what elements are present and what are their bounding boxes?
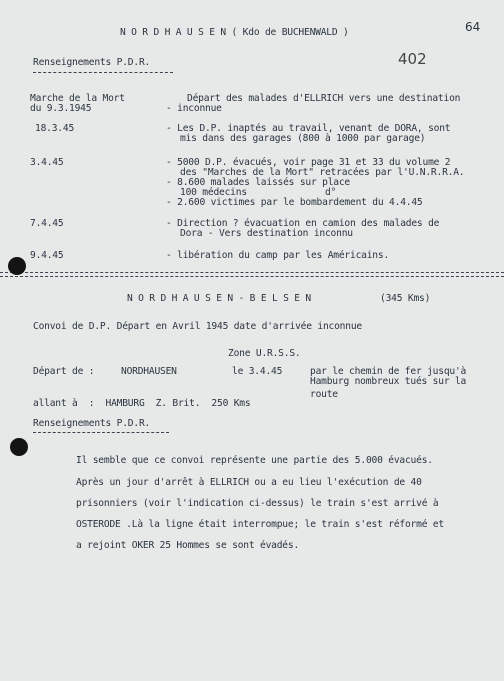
- row2-line5: - 2.600 victimes par le bombardement du 4.4.45: [166, 197, 423, 208]
- route-title: N O R D H A U S E N - B E L S E N: [127, 293, 312, 304]
- row2-line1: - 5000 D.P. évacués, voir page 31 et 33 du volume 2: [166, 157, 451, 168]
- heading-underline: [33, 432, 169, 433]
- departure-place: NORDHAUSEN: [121, 366, 177, 377]
- stamp-number: 402: [398, 50, 427, 68]
- route-note-line1: par le chemin de fer jusqu'à: [310, 366, 467, 377]
- row3-line1: - Direction ? évacuation en camion des malades de: [166, 218, 440, 229]
- paragraph-line5: a rejoint OKER 25 Hommes se sont évadés.: [76, 540, 300, 551]
- row1-date: 18.3.45: [35, 123, 75, 134]
- row2-line4: 100 médecins d°: [180, 187, 337, 198]
- paragraph-line1: Il semble que ce convoi représente une partie des 5.000 évacués.: [76, 455, 433, 466]
- row2-line3: - 8.600 malades laissés sur place: [166, 177, 351, 188]
- binder-hole: [10, 438, 28, 456]
- row3-date: 7.4.45: [30, 218, 64, 229]
- col-event-heading-line2: - inconnue: [166, 103, 222, 114]
- departure-date: le 3.4.45: [232, 366, 283, 377]
- row2-line2: des "Marches de la Mort" retracées par l'U.N.R.R.A.: [180, 167, 465, 178]
- route-note-line2: Hamburg nombreux tués sur la: [310, 376, 467, 387]
- row4-line1: - libération du camp par les Américains.: [166, 250, 390, 261]
- row1-line2: mis dans des garages (800 à 1000 par garage): [180, 133, 426, 144]
- row2-date: 3.4.45: [30, 157, 64, 168]
- zone-line: Zone U.R.S.S.: [228, 348, 301, 359]
- section-separator: [0, 272, 504, 273]
- paragraph-line4: OSTERODE .Là la ligne était interrompue; le train s'est réformé et: [76, 519, 445, 530]
- section-separator: [0, 276, 504, 277]
- departure-label: Départ de :: [33, 366, 95, 377]
- col-date-heading-line1: Marche de la Mort: [30, 93, 125, 104]
- paragraph-line2: Après un jour d'arrêt à ELLRICH ou a eu lieu l'exécution de 40: [76, 477, 422, 488]
- row4-date: 9.4.45: [30, 250, 64, 261]
- convoy-line: Convoi de D.P. Départ en Avril 1945 date d'arrivée inconnue: [33, 321, 362, 332]
- col-date-heading-line2: du 9.3.1945: [30, 103, 92, 114]
- destination-line: allant à : HAMBURG Z. Brit. 250 Kms: [33, 398, 251, 409]
- page-handwritten-number: 64: [465, 20, 481, 34]
- route-distance: (345 Kms): [380, 293, 431, 304]
- section-heading-renseignements-2: Renseignements P.D.R.: [33, 418, 151, 429]
- row1-line1: - Les D.P. inaptés au travail, venant de DORA, sont: [166, 123, 451, 134]
- heading-underline: [33, 72, 173, 73]
- header-title: N O R D H A U S E N ( Kdo de BUCHENWALD ): [120, 27, 349, 38]
- paragraph-line3: prisonniers (voir l'indication ci-dessus) le train s'est arrivé à: [76, 498, 439, 509]
- binder-hole: [8, 257, 26, 275]
- row3-line2: Dora - Vers destination inconnu: [180, 228, 353, 239]
- route-note-line3: route: [310, 389, 338, 400]
- col-event-heading-line1: Départ des malades d'ELLRICH vers une destination: [187, 93, 461, 104]
- section-heading-renseignements: Renseignements P.D.R.: [33, 57, 151, 68]
